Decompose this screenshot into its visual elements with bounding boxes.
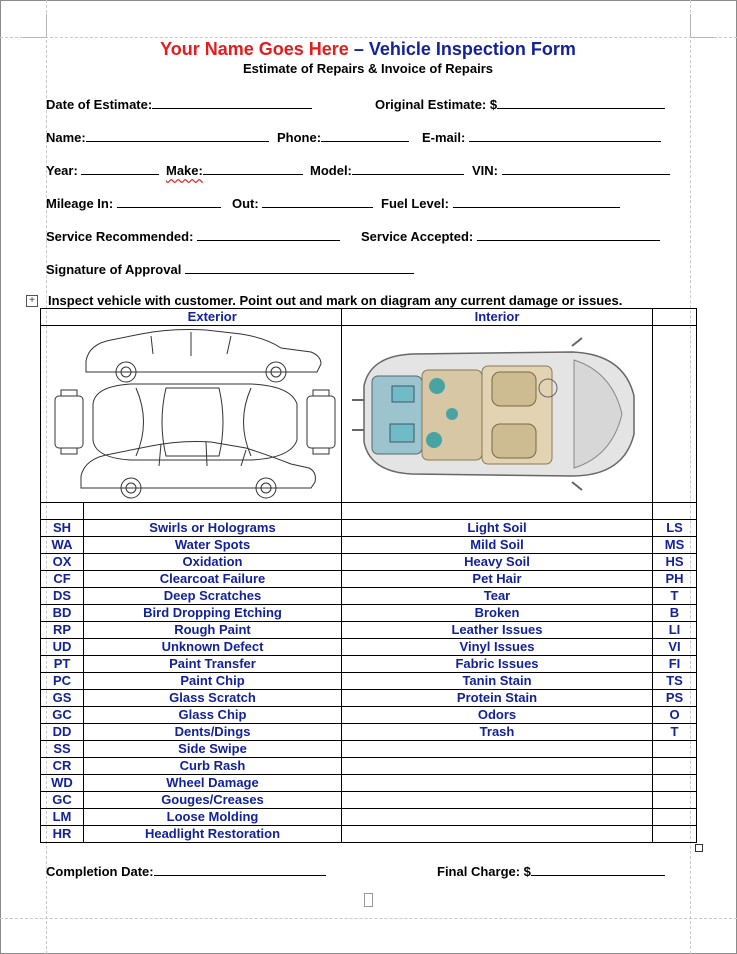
blank-cell[interactable]	[41, 503, 84, 520]
blank-cell[interactable]	[653, 503, 697, 520]
make-line	[166, 161, 303, 179]
fuel-level-line	[381, 194, 620, 212]
interior-code	[653, 809, 697, 826]
exterior-code: HR	[41, 826, 84, 843]
interior-description: Odors	[342, 707, 653, 724]
interior-description	[342, 826, 653, 843]
exterior-code: CR	[41, 758, 84, 775]
table-row	[41, 724, 697, 741]
interior-description: Protein Stain	[342, 690, 653, 707]
exterior-code: GC	[41, 792, 84, 809]
original-estimate-line	[375, 95, 665, 113]
interior-code: LS	[653, 520, 697, 537]
table-row	[41, 588, 697, 605]
original-estimate-label: Original Estimate: $	[375, 97, 498, 112]
email-field[interactable]	[469, 128, 661, 142]
exterior-code: UD	[41, 639, 84, 656]
vin-label: VIN:	[472, 163, 498, 178]
interior-description	[342, 792, 653, 809]
email-line	[422, 128, 661, 146]
bottom-margin-guide	[0, 918, 737, 919]
phone-field[interactable]	[321, 128, 409, 142]
header-spacer-left	[41, 309, 84, 326]
exterior-description: Water Spots	[84, 537, 342, 554]
interior-description: Fabric Issues	[342, 656, 653, 673]
table-row	[41, 673, 697, 690]
table-row	[41, 639, 697, 656]
interior-diagram-cell[interactable]	[342, 326, 653, 503]
exterior-code: WD	[41, 775, 84, 792]
table-move-handle[interactable]: +	[26, 295, 38, 307]
exterior-description: Glass Scratch	[84, 690, 342, 707]
interior-description	[342, 741, 653, 758]
exterior-code: BD	[41, 605, 84, 622]
completion-date-line	[46, 862, 326, 880]
date-of-estimate-line	[46, 95, 312, 113]
exterior-description: Paint Chip	[84, 673, 342, 690]
exterior-description: Bird Dropping Etching	[84, 605, 342, 622]
interior-description	[342, 758, 653, 775]
blank-cell[interactable]	[84, 503, 342, 520]
table-row	[41, 537, 697, 554]
exterior-code: DD	[41, 724, 84, 741]
signature-label: Signature of Approval	[46, 262, 182, 277]
table-row	[41, 520, 697, 537]
table-row	[41, 792, 697, 809]
inspection-table	[40, 308, 697, 843]
vin-line	[472, 161, 670, 179]
table-row	[41, 775, 697, 792]
table-resize-handle[interactable]	[695, 844, 703, 852]
crop-mark	[690, 14, 691, 37]
exterior-description: Wheel Damage	[84, 775, 342, 792]
exterior-code: CF	[41, 571, 84, 588]
interior-code	[653, 775, 697, 792]
interior-code: B	[653, 605, 697, 622]
interior-code: FI	[653, 656, 697, 673]
interior-description: Leather Issues	[342, 622, 653, 639]
exterior-description: Rough Paint	[84, 622, 342, 639]
interior-code: VI	[653, 639, 697, 656]
name-field[interactable]	[86, 128, 269, 142]
final-charge-label: Final Charge: $	[437, 864, 531, 879]
interior-description: Vinyl Issues	[342, 639, 653, 656]
exterior-description: Loose Molding	[84, 809, 342, 826]
exterior-description: Headlight Restoration	[84, 826, 342, 843]
exterior-code: GS	[41, 690, 84, 707]
interior-code: MS	[653, 537, 697, 554]
interior-car-diagram	[342, 326, 653, 502]
interior-code	[653, 741, 697, 758]
exterior-description: Swirls or Holograms	[84, 520, 342, 537]
crop-mark	[23, 37, 46, 38]
page-subtitle: Estimate of Repairs & Invoice of Repairs	[243, 61, 493, 76]
table-row	[41, 554, 697, 571]
name-label: Name:	[46, 130, 86, 145]
interior-code: T	[653, 724, 697, 741]
table-row	[41, 571, 697, 588]
model-label: Model:	[310, 163, 352, 178]
table-row	[41, 741, 697, 758]
mileage-out-line	[232, 194, 373, 212]
spellcheck-word: Tanin	[462, 673, 497, 688]
interior-code: PS	[653, 690, 697, 707]
final-charge-field[interactable]	[531, 862, 665, 876]
mileage-in-line	[46, 194, 221, 212]
exterior-code: SS	[41, 741, 84, 758]
service-accepted-label: Service Accepted:	[361, 229, 474, 244]
exterior-code: SH	[41, 520, 84, 537]
signature-line	[46, 260, 414, 278]
interior-description: Light Soil	[342, 520, 653, 537]
exterior-description: Clearcoat Failure	[84, 571, 342, 588]
mileage-out-label: Out:	[232, 196, 259, 211]
exterior-code: RP	[41, 622, 84, 639]
diagram-spacer-right	[653, 326, 697, 503]
interior-description: Broken	[342, 605, 653, 622]
exterior-header: Exterior	[84, 309, 342, 326]
table-row	[41, 622, 697, 639]
table-row	[41, 605, 697, 622]
year-field[interactable]	[81, 161, 159, 175]
exterior-description: Deep Scratches	[84, 588, 342, 605]
mileage-in-field[interactable]	[117, 194, 221, 208]
vin-field[interactable]	[502, 161, 670, 175]
header-spacer-right	[653, 309, 697, 326]
mileage-out-field[interactable]	[262, 194, 373, 208]
exterior-description: Paint Transfer	[84, 656, 342, 673]
interior-code: LI	[653, 622, 697, 639]
signature-field[interactable]	[185, 260, 414, 274]
model-line	[310, 161, 464, 179]
exterior-description: Unknown Defect	[84, 639, 342, 656]
service-accepted-field[interactable]	[477, 227, 660, 241]
service-recommended-label: Service Recommended:	[46, 229, 194, 244]
interior-code: TS	[653, 673, 697, 690]
interior-header: Interior	[342, 309, 653, 326]
fuel-level-field[interactable]	[453, 194, 620, 208]
exterior-code: GC	[41, 707, 84, 724]
interior-description: Mild Soil	[342, 537, 653, 554]
exterior-description: Oxidation	[84, 554, 342, 571]
exterior-code: PC	[41, 673, 84, 690]
exterior-description: Dents/Dings	[84, 724, 342, 741]
service-recommended-field[interactable]	[197, 227, 340, 241]
service-accepted-line	[361, 227, 660, 245]
date-of-estimate-field[interactable]	[152, 95, 312, 109]
exterior-code: LM	[41, 809, 84, 826]
final-charge-line	[437, 862, 665, 880]
interior-code: HS	[653, 554, 697, 571]
table-row	[41, 656, 697, 673]
exterior-description: Side Swipe	[84, 741, 342, 758]
interior-code	[653, 758, 697, 775]
fuel-level-label: Fuel Level:	[381, 196, 449, 211]
email-label: E-mail:	[422, 130, 466, 145]
exterior-code: PT	[41, 656, 84, 673]
interior-code: PH	[653, 571, 697, 588]
interior-description	[342, 809, 653, 826]
crop-mark	[46, 14, 47, 37]
page-break-marker[interactable]	[364, 893, 373, 907]
table-row	[41, 707, 697, 724]
exterior-code: DS	[41, 588, 84, 605]
table-row	[41, 690, 697, 707]
name-line	[46, 128, 269, 146]
exterior-car-diagram	[41, 326, 341, 502]
mileage-in-label: Mileage In:	[46, 196, 114, 211]
interior-description: Tear	[342, 588, 653, 605]
interior-code	[653, 826, 697, 843]
interior-code	[653, 792, 697, 809]
exterior-diagram-cell[interactable]	[41, 326, 342, 503]
year-label: Year:	[46, 163, 78, 178]
interior-description: Pet Hair	[342, 571, 653, 588]
interior-description: Trash	[342, 724, 653, 741]
interior-code: T	[653, 588, 697, 605]
exterior-description: Curb Rash	[84, 758, 342, 775]
interior-description	[342, 775, 653, 792]
model-field[interactable]	[352, 161, 464, 175]
interior-description: Heavy Soil	[342, 554, 653, 571]
form-title: – Vehicle Inspection Form	[348, 39, 576, 59]
service-recommended-line	[46, 227, 340, 245]
completion-date-label: Completion Date:	[46, 864, 154, 879]
blank-cell[interactable]	[342, 503, 653, 520]
business-name[interactable]: Your Name Goes Here	[160, 39, 349, 59]
table-row	[41, 826, 697, 843]
exterior-description: Glass Chip	[84, 707, 342, 724]
phone-line	[277, 128, 409, 146]
make-field[interactable]	[203, 161, 303, 175]
phone-label: Phone:	[277, 130, 322, 145]
inspection-instruction: Inspect vehicle with customer. Point out and mark on diagram any current damage or issues.	[48, 293, 623, 308]
exterior-description: Gouges/Creases	[84, 792, 342, 809]
table-row	[41, 809, 697, 826]
exterior-code: OX	[41, 554, 84, 571]
make-label: Make:	[166, 163, 203, 178]
completion-date-field[interactable]	[154, 862, 326, 876]
year-line	[46, 161, 159, 179]
page-title	[46, 38, 690, 60]
original-estimate-field[interactable]	[497, 95, 665, 109]
crop-mark	[691, 37, 714, 38]
exterior-code: WA	[41, 537, 84, 554]
interior-description: Tanin Stain	[342, 673, 653, 690]
date-of-estimate-label: Date of Estimate:	[46, 97, 153, 112]
table-row	[41, 758, 697, 775]
interior-code: O	[653, 707, 697, 724]
